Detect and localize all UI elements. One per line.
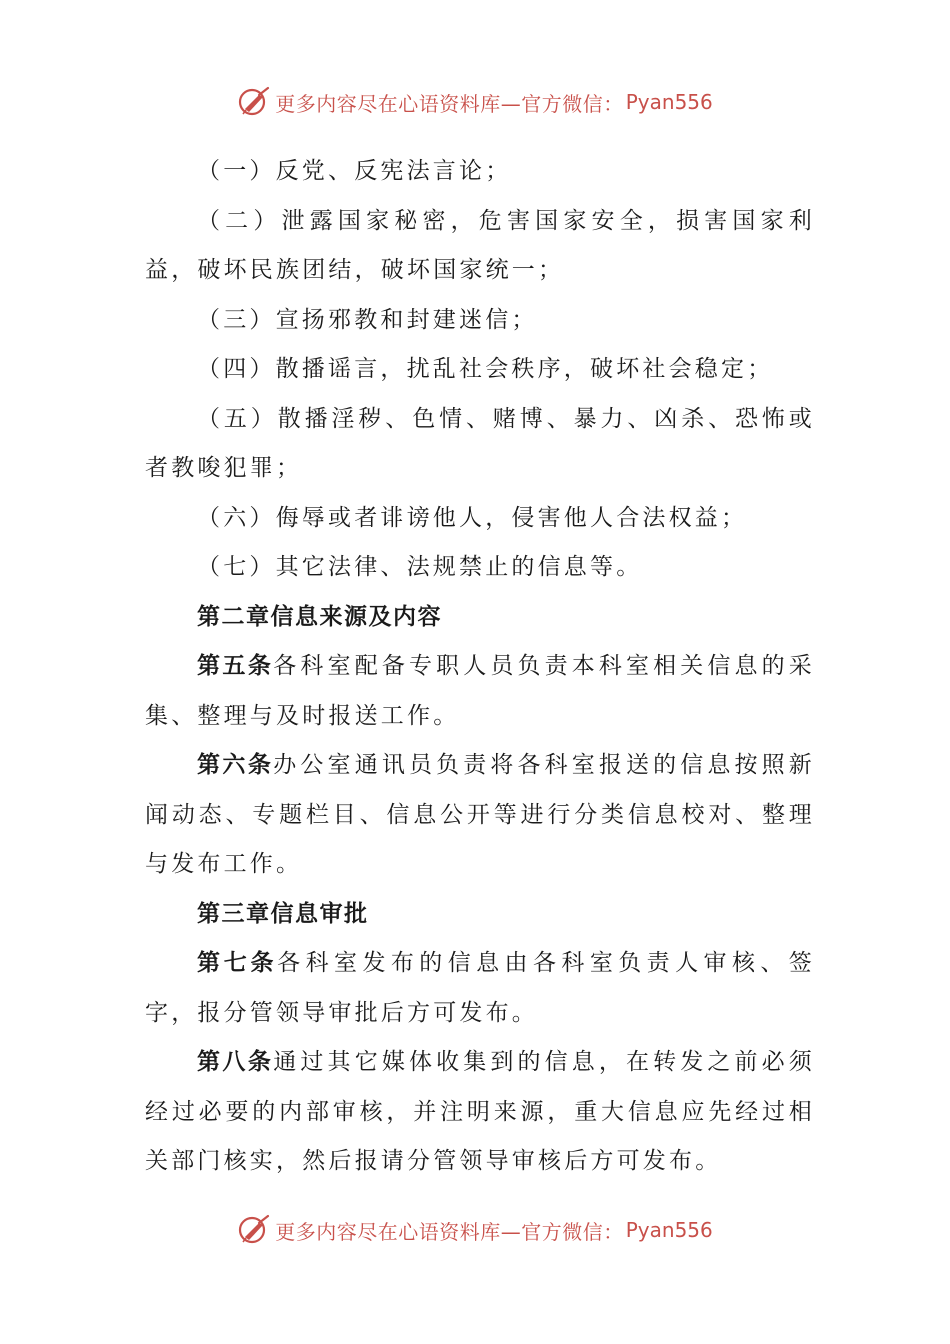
list-item: （二）泄露国家秘密，危害国家安全，损害国家利益，破坏民族团结，破坏国家统一； — [145, 207, 815, 283]
article-text: 各科室发布的信息由各科室负责人审核、签字，报分管领导审批后方可发布。 — [145, 950, 815, 1026]
pen-logo-icon — [237, 85, 271, 119]
watermark-text: 更多内容尽在心语资料库—官方微信： — [275, 1219, 624, 1244]
list-item: （一）反党、反宪法言论； — [197, 158, 512, 184]
chapter-heading: 第三章信息审批 — [197, 900, 369, 927]
watermark-footer — [0, 1210, 950, 1250]
chapter-heading: 第二章信息来源及内容 — [197, 603, 442, 630]
article-paragraph — [145, 642, 815, 741]
article-label: 第六条 — [197, 752, 274, 778]
article-paragraph — [145, 741, 815, 890]
watermark-text: 更多内容尽在心语资料库—官方微信： — [275, 91, 624, 116]
document-body — [145, 147, 815, 1187]
watermark-wechat-id: Pyan556 — [625, 90, 713, 114]
article-label: 第七条 — [197, 950, 278, 976]
article-paragraph — [145, 1038, 815, 1187]
list-item: （三）宣扬邪教和封建迷信； — [197, 306, 538, 333]
article-text: 各科室配备专职人员负责本科室相关信息的采集、整理与及时报送工作。 — [145, 653, 816, 729]
watermark-header — [0, 82, 950, 122]
article-label: 第五条 — [197, 653, 274, 679]
list-item: （五）散播淫秽、色情、赌博、暴力、凶杀、恐怖或者教唆犯罪； — [145, 405, 815, 481]
article-text: 通过其它媒体收集到的信息，在转发之前必须经过必要的内部审核，并注明来源，重大信息应先经过相关部门核实，然后报请分管领导审核后方可发布。 — [145, 1049, 816, 1174]
list-item: （四）散播谣言，扰乱社会秩序，破坏社会稳定； — [197, 356, 774, 382]
list-item: （七）其它法律、法规禁止的信息等。 — [197, 554, 643, 580]
watermark-wechat-id: Pyan556 — [625, 1218, 713, 1242]
list-item: （六）侮辱或者诽谤他人，侵害他人合法权益； — [197, 504, 748, 531]
article-label: 第八条 — [197, 1049, 274, 1075]
article-paragraph — [145, 939, 815, 1038]
pen-logo-icon — [237, 1213, 271, 1247]
article-text: 办公室通讯员负责将各科室报送的信息按照新闻动态、专题栏目、信息公开等进行分类信息校对、整理与发布工作。 — [145, 752, 816, 877]
